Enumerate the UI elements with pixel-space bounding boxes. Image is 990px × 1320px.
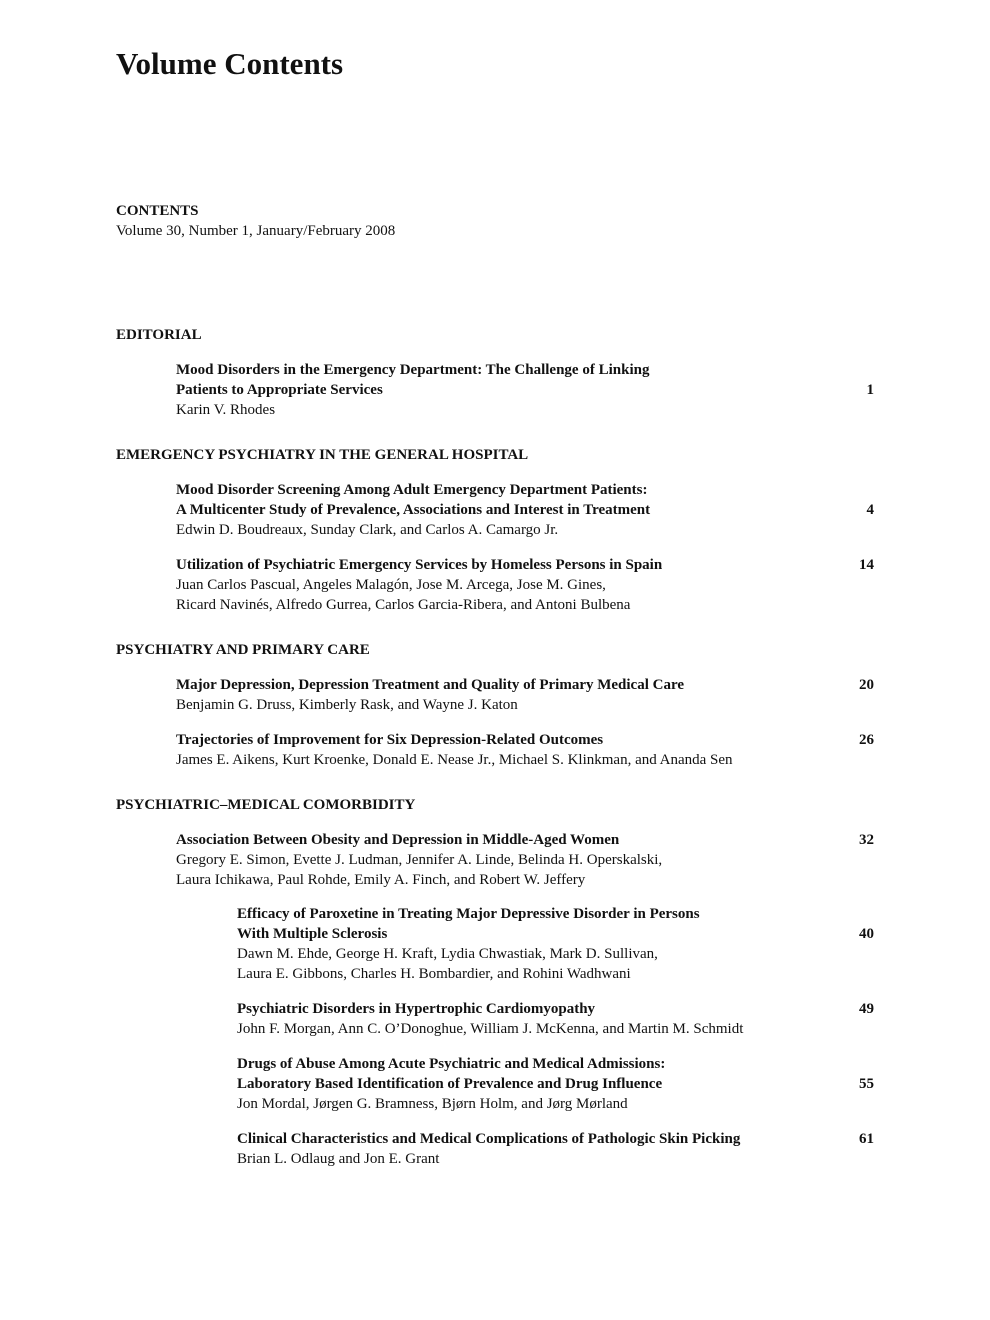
entry-title-line: Psychiatric Disorders in Hypertrophic Cardiomyopathy <box>237 1001 596 1017</box>
entry-authors-line: Laura E. Gibbons, Charles H. Bombardier, and Rohini Wadhwani <box>237 966 631 982</box>
contents-header <box>116 201 395 241</box>
toc-entry[interactable] <box>237 1129 937 1169</box>
section-title-editorial: EDITORIAL <box>116 327 202 343</box>
entry-authors-line: Benjamin G. Druss, Kimberly Rask, and Wayne J. Katon <box>176 697 518 713</box>
entry-title-line: Patients to Appropriate Services <box>176 382 383 398</box>
entry-page-number: 26 <box>859 732 874 748</box>
entry-authors-line: James E. Aikens, Kurt Kroenke, Donald E. Nease Jr., Michael S. Klinkman, and Ananda Sen <box>176 752 733 768</box>
entry-page-number: 14 <box>859 557 874 573</box>
toc-entry[interactable] <box>176 830 876 890</box>
entry-title-line: A Multicenter Study of Prevalence, Associations and Interest in Treatment <box>176 502 651 518</box>
entry-authors-line: Dawn M. Ehde, George H. Kraft, Lydia Chwastiak, Mark D. Sullivan, <box>237 946 658 962</box>
entry-page-number: 55 <box>859 1076 874 1092</box>
entry-title-line: Mood Disorders in the Emergency Department: The Challenge of Linking <box>176 362 650 378</box>
toc-entry[interactable] <box>176 360 876 420</box>
section-title-comorbidity: PSYCHIATRIC–MEDICAL COMORBIDITY <box>116 797 416 813</box>
toc-entry[interactable] <box>237 1054 937 1114</box>
entry-title-line: Clinical Characteristics and Medical Complications of Pathologic Skin Picking <box>237 1131 741 1147</box>
entry-authors-line: Juan Carlos Pascual, Angeles Malagón, Jose M. Arcega, Jose M. Gines, <box>176 577 606 593</box>
entry-authors-line: Laura Ichikawa, Paul Rohde, Emily A. Finch, and Robert W. Jeffery <box>176 872 586 888</box>
entry-authors-line: Brian L. Odlaug and Jon E. Grant <box>237 1151 440 1167</box>
page-title: Volume Contents <box>116 46 344 81</box>
entry-title-line: Utilization of Psychiatric Emergency Services by Homeless Persons in Spain <box>176 557 663 573</box>
section-title-emergency-psychiatry: EMERGENCY PSYCHIATRY IN THE GENERAL HOSPITAL <box>116 447 529 463</box>
entry-page-number: 49 <box>859 1001 874 1017</box>
toc-entry[interactable] <box>176 480 876 540</box>
entry-page-number: 4 <box>866 502 874 518</box>
entry-page-number: 40 <box>859 926 874 942</box>
entry-title-line: Efficacy of Paroxetine in Treating Major Depressive Disorder in Persons <box>237 906 700 922</box>
entry-page-number: 20 <box>859 677 874 693</box>
entry-authors-line: John F. Morgan, Ann C. O’Donoghue, William J. McKenna, and Martin M. Schmidt <box>237 1021 744 1037</box>
entry-title-line: Major Depression, Depression Treatment and Quality of Primary Medical Care <box>176 677 685 693</box>
entry-title-line: Trajectories of Improvement for Six Depression-Related Outcomes <box>176 732 604 748</box>
issue-line: Volume 30, Number 1, January/February 2008 <box>116 223 396 239</box>
entry-title-line: Mood Disorder Screening Among Adult Emergency Department Patients: <box>176 482 648 498</box>
entry-title-line: Laboratory Based Identification of Prevalence and Drug Influence <box>237 1076 663 1092</box>
entry-authors-line: Jon Mordal, Jørgen G. Bramness, Bjørn Holm, and Jørg Mørland <box>237 1096 628 1112</box>
section-title-primary-care: PSYCHIATRY AND PRIMARY CARE <box>116 642 370 658</box>
entry-page-number: 1 <box>866 382 874 398</box>
entry-page-number: 61 <box>859 1131 874 1147</box>
contents-label: CONTENTS <box>116 203 199 219</box>
entry-title-line: Association Between Obesity and Depression in Middle-Aged Women <box>176 832 620 848</box>
entry-title-line: With Multiple Sclerosis <box>237 926 388 942</box>
entry-page-number: 32 <box>859 832 874 848</box>
toc-entry[interactable] <box>237 999 937 1039</box>
entry-authors-line: Gregory E. Simon, Evette J. Ludman, Jennifer A. Linde, Belinda H. Operskalski, <box>176 852 663 868</box>
toc-entry[interactable] <box>176 675 876 715</box>
entry-title-line: Drugs of Abuse Among Acute Psychiatric and Medical Admissions: <box>237 1056 666 1072</box>
toc-entry[interactable] <box>176 730 876 770</box>
toc-entry[interactable] <box>237 904 937 984</box>
entry-authors-line: Edwin D. Boudreaux, Sunday Clark, and Carlos A. Camargo Jr. <box>176 522 559 538</box>
entry-authors-line: Karin V. Rhodes <box>176 402 276 418</box>
entry-authors-line: Ricard Navinés, Alfredo Gurrea, Carlos Garcia-Ribera, and Antoni Bulbena <box>176 597 631 613</box>
toc-entry[interactable] <box>176 555 876 615</box>
